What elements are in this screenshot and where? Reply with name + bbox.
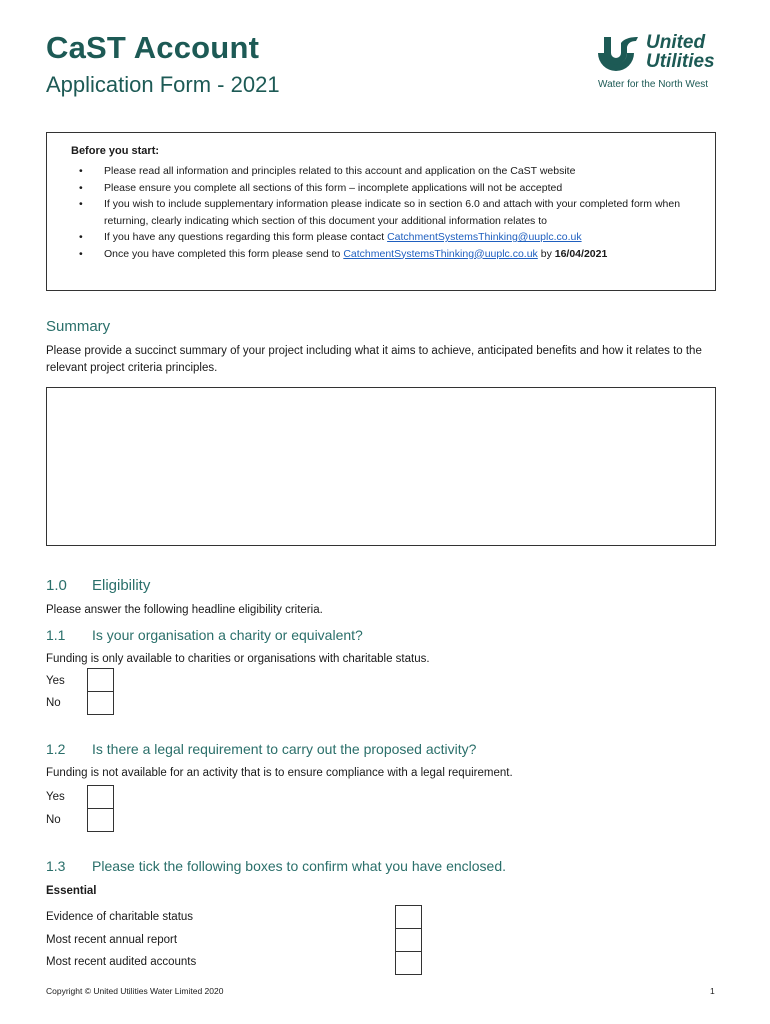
logo-word-utilities: Utilities xyxy=(646,51,715,72)
eligibility-heading: 1.0 Eligibility xyxy=(46,577,151,594)
essential-label: Essential xyxy=(46,885,97,897)
united-utilities-logo xyxy=(594,33,729,95)
bullet-icon: • xyxy=(79,165,83,177)
question-number: 1.3 xyxy=(46,858,66,874)
q2-yes-label: Yes xyxy=(46,791,65,803)
instructions-list xyxy=(71,163,707,262)
enclosure-label: Evidence of charitable status xyxy=(46,911,194,923)
bullet-icon: • xyxy=(79,247,83,260)
enclosure-label: Most recent annual report xyxy=(46,934,178,946)
summary-heading: Summary xyxy=(46,318,111,335)
enclosure-checkbox-charitable-status[interactable] xyxy=(395,905,422,929)
bullet-icon: • xyxy=(79,181,83,194)
q1-no-label: No xyxy=(46,697,61,709)
logo-word-united: United xyxy=(646,32,706,53)
deadline-date: 16/04/2021 xyxy=(554,247,608,260)
page-number: 1 xyxy=(710,986,715,996)
q1-yes-checkbox[interactable] xyxy=(87,668,114,692)
question-number: 1.2 xyxy=(46,741,66,757)
list-item: • Please read all information and principles related to this account and application on the CaST website xyxy=(71,163,707,180)
question-number: 1.1 xyxy=(46,627,66,643)
question-1-2-note: Funding is not available for an activity that is to ensure compliance with a legal requirement. xyxy=(46,767,513,779)
list-item: • If you have any questions regarding this form please contact CatchmentSystemsThinking@uuplc.co.uk xyxy=(71,229,707,246)
enclosure-checkbox-annual-report[interactable] xyxy=(395,928,422,952)
bullet-icon: • xyxy=(79,198,83,210)
contact-email-link[interactable]: CatchmentSystemsThinking@uuplc.co.uk xyxy=(387,231,582,243)
list-item: • Please ensure you complete all sections of this form – incomplete applications will not be accepted xyxy=(71,180,707,197)
enclosure-label: Most recent audited accounts xyxy=(46,956,197,968)
q1-yes-label: Yes xyxy=(46,675,65,687)
eligibility-intro: Please answer the following headline eligibility criteria. xyxy=(46,604,323,616)
section-number: 1.0 xyxy=(46,577,67,594)
bullet-icon: • xyxy=(79,231,83,243)
list-item: • Once you have completed this form please send to CatchmentSystemsThinking@uuplc.co.uk by 16/04/2021 xyxy=(71,246,707,263)
logo-mark-icon xyxy=(594,33,642,73)
question-1-1-note: Funding is only available to charities or organisations with charitable status. xyxy=(46,653,430,665)
question-1-2: 1.2 Is there a legal requirement to carry out the proposed activity? xyxy=(46,741,477,757)
before-you-start-heading: Before you start: xyxy=(71,145,160,157)
list-item: • If you wish to include supplementary information please indicate so in section 6.0 and attach with your completed form when returning, clearly indicating which section of this document your additional information relates to xyxy=(79,198,681,227)
summary-instructions: Please provide a succinct summary of your project including what it aims to achieve, anticipated benefits and how it relates to the relevant project criteria principles. xyxy=(46,345,702,374)
before-you-start-box xyxy=(46,132,716,291)
q2-yes-checkbox[interactable] xyxy=(87,785,114,809)
q2-no-label: No xyxy=(46,814,61,826)
submit-email-link[interactable]: CatchmentSystemsThinking@uuplc.co.uk xyxy=(343,247,538,260)
q1-no-checkbox[interactable] xyxy=(87,691,114,715)
question-1-3: 1.3 Please tick the following boxes to confirm what you have enclosed. xyxy=(46,858,507,874)
page-subtitle: Application Form - 2021 xyxy=(46,72,280,97)
logo-tagline: Water for the North West xyxy=(598,79,709,90)
summary-textarea[interactable] xyxy=(46,387,716,546)
page-title: CaST Account xyxy=(46,30,260,65)
footer-copyright: Copyright © United Utilities Water Limited 2020 xyxy=(46,986,224,996)
enclosure-checkbox-audited-accounts[interactable] xyxy=(395,951,422,975)
question-1-1: 1.1 Is your organisation a charity or equivalent? xyxy=(46,627,363,643)
q2-no-checkbox[interactable] xyxy=(87,808,114,832)
